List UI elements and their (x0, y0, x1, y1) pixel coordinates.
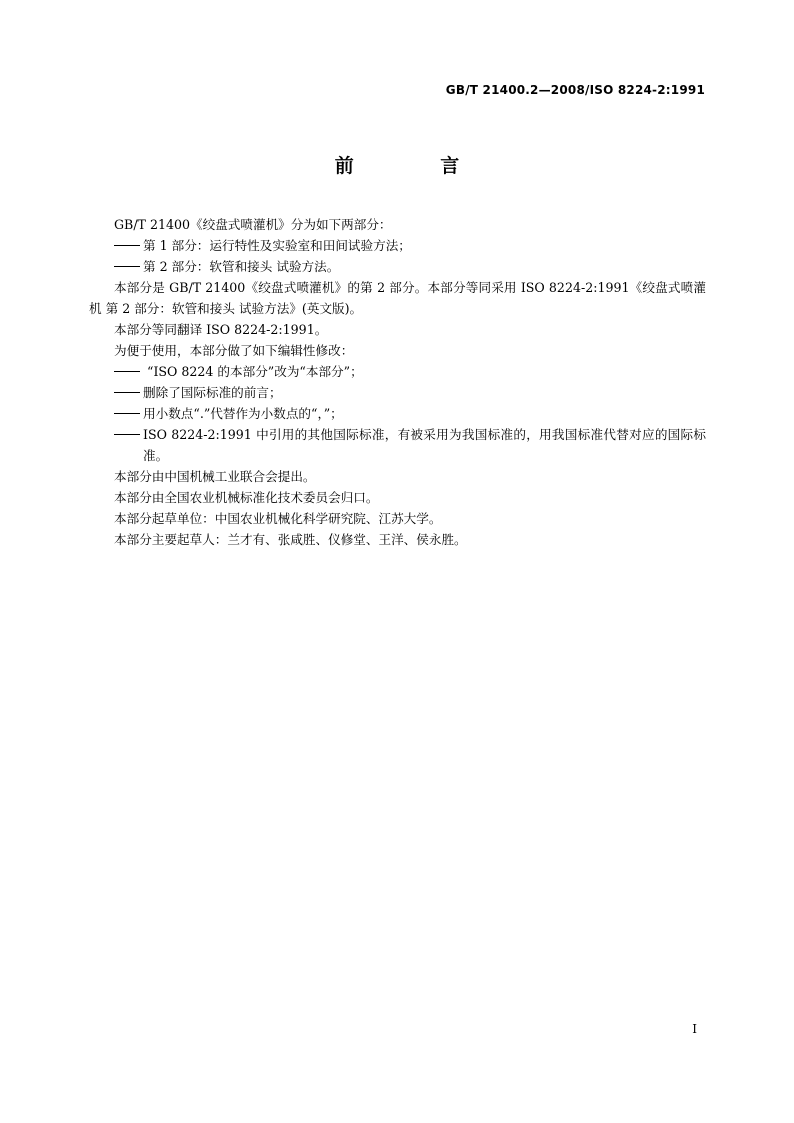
dash-marker (114, 392, 140, 393)
part-list-item-text: 第 2 部分：软管和接头 试验方法。 (143, 259, 340, 274)
edit-list-item (89, 403, 706, 424)
edit-list-item-text: “ISO 8224 的本部分”改为“本部分”； (143, 364, 363, 379)
translation-paragraph: 本部分等同翻译 ISO 8224-2:1991。 (114, 322, 328, 337)
dash-marker (114, 371, 140, 372)
edits-intro-paragraph: 为便于使用，本部分做了如下编辑性修改： (114, 343, 354, 358)
drafters-paragraph: 本部分主要起草人：兰才有、张咸胜、仪修堂、王洋、侯永胜。 (114, 532, 467, 547)
centralized-by-paragraph: 本部分由全国农业机械标准化技术委员会归口。 (114, 490, 379, 505)
part-list-item-text: 第 1 部分：运行特性及实验室和田间试验方法； (143, 238, 411, 253)
dash-marker (114, 434, 140, 435)
proposed-by-paragraph: 本部分由中国机械工业联合会提出。 (114, 469, 316, 484)
standard-code-header: GB/T 21400.2—2008/ISO 8224-2:1991 (445, 83, 705, 97)
edit-list-item-text: ISO 8224-2:1991 中引用的其他国际标准，有被采用为我国标准的，用我国标准代替对应的国际标准。 (143, 427, 706, 463)
page-number: I (692, 1022, 697, 1036)
edit-list-item (89, 424, 706, 466)
page-title: 前 言 (334, 155, 500, 177)
dash-marker (114, 245, 140, 246)
dash-marker (114, 266, 140, 267)
foreword-body (89, 214, 706, 550)
part-of-paragraph: 本部分是 GB/T 21400《绞盘式喷灌机》的第 2 部分。本部分等同采用 ISO 8224-2:1991《绞盘式喷灌机 第 2 部分：软管和接头 试验方法》(英文版)。 (89, 280, 706, 316)
intro-paragraph: GB/T 21400《绞盘式喷灌机》分为如下两部分： (114, 217, 392, 232)
part-list-item (89, 256, 706, 277)
edit-list-item-text: 用小数点“.”代替作为小数点的“，”； (143, 406, 343, 421)
edit-list-item (89, 382, 706, 403)
edit-list-item (89, 361, 706, 382)
part-list-item (89, 235, 706, 256)
drafting-units-paragraph: 本部分起草单位：中国农业机械化科学研究院、江苏大学。 (114, 511, 442, 526)
dash-marker (114, 413, 140, 414)
edit-list-item-text: 删除了国际标准的前言； (143, 385, 282, 400)
